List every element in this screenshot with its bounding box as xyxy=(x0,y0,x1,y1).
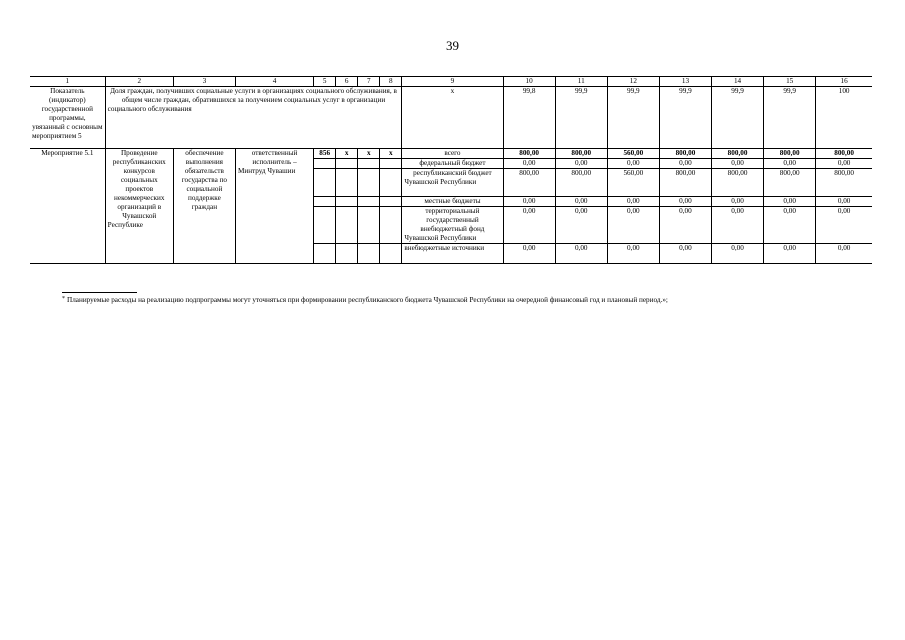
indicator-col9: x xyxy=(402,87,503,149)
column-number: 7 xyxy=(358,77,380,87)
funding-value: 800,00 xyxy=(764,169,816,197)
funding-value: 0,00 xyxy=(607,207,659,244)
funding-value: 0,00 xyxy=(712,159,764,169)
funding-value: 0,00 xyxy=(712,244,764,264)
indicator-text: Доля граждан, получивших социальные услуги в организациях социального обслуживания, в общем числе граждан, обратившихся за получением социальных услуг в организации социального обслуживания xyxy=(105,87,402,149)
budget-code: x xyxy=(336,149,358,159)
indicator-value: 99,9 xyxy=(659,87,711,149)
funding-value: 0,00 xyxy=(607,197,659,207)
page-number: 39 xyxy=(446,38,459,53)
funding-value: 0,00 xyxy=(607,159,659,169)
empty-code-cell xyxy=(380,244,402,264)
empty-code-cell xyxy=(380,159,402,169)
empty-code-cell xyxy=(358,197,380,207)
footnote-mark: * xyxy=(62,296,65,302)
funding-value: 0,00 xyxy=(764,197,816,207)
funding-value: 0,00 xyxy=(607,244,659,264)
column-number: 8 xyxy=(380,77,402,87)
funding-value: 0,00 xyxy=(764,159,816,169)
empty-code-cell xyxy=(314,197,336,207)
indicator-value: 99,9 xyxy=(607,87,659,149)
column-number: 14 xyxy=(712,77,764,87)
measure-executor: ответственный исполнитель – Минтруд Чувашии xyxy=(235,149,313,264)
funding-value: 560,00 xyxy=(607,149,659,159)
column-number: 13 xyxy=(659,77,711,87)
empty-code-cell xyxy=(336,169,358,197)
funding-value: 0,00 xyxy=(816,159,872,169)
empty-code-cell xyxy=(358,159,380,169)
column-number: 1 xyxy=(30,77,105,87)
funding-value: 800,00 xyxy=(764,149,816,159)
budget-code: x xyxy=(380,149,402,159)
funding-value: 800,00 xyxy=(816,149,872,159)
empty-code-cell xyxy=(314,244,336,264)
funding-value: 0,00 xyxy=(712,197,764,207)
empty-code-cell xyxy=(380,169,402,197)
funding-value: 800,00 xyxy=(816,169,872,197)
funding-value: 0,00 xyxy=(816,197,872,207)
funding-value: 0,00 xyxy=(503,244,555,264)
footnote-text: Планируемые расходы на реализацию подпрограммы могут уточняться при формировании республиканского бюджета Чувашской Республики на очередной финансовый год и плановый период.»; xyxy=(67,296,668,304)
measure-name: Мероприятие 5.1 xyxy=(30,149,105,264)
empty-code-cell xyxy=(358,207,380,244)
funding-source: местные бюджеты xyxy=(402,197,503,207)
funding-value: 800,00 xyxy=(659,169,711,197)
funding-value: 0,00 xyxy=(712,207,764,244)
empty-code-cell xyxy=(336,197,358,207)
column-number: 15 xyxy=(764,77,816,87)
funding-value: 0,00 xyxy=(816,207,872,244)
column-number: 6 xyxy=(336,77,358,87)
column-number: 16 xyxy=(816,77,872,87)
funding-source: республиканский бюджет Чувашской Республики xyxy=(402,169,503,197)
funding-source: территориальный государственный внебюджетный фонд Чувашской Республики xyxy=(402,207,503,244)
funding-value: 0,00 xyxy=(659,244,711,264)
funding-value: 560,00 xyxy=(607,169,659,197)
funding-value: 0,00 xyxy=(659,207,711,244)
funding-value: 0,00 xyxy=(764,244,816,264)
indicator-name: Показатель (индикатор) государственной программы, увязанный с основным мероприятием 5 xyxy=(30,87,105,149)
empty-code-cell xyxy=(314,207,336,244)
column-number: 10 xyxy=(503,77,555,87)
measure-task: обеспечение выполнения обязательств государства по социальной поддержке граждан xyxy=(173,149,235,264)
measure-description: Проведение республиканских конкурсов социальных проектов некоммерческих организаций в Чувашской Республике xyxy=(105,149,173,264)
funding-value: 0,00 xyxy=(503,159,555,169)
funding-value: 800,00 xyxy=(503,169,555,197)
indicator-value: 99,8 xyxy=(503,87,555,149)
program-table xyxy=(30,76,872,264)
funding-value: 800,00 xyxy=(555,169,607,197)
funding-source: всего xyxy=(402,149,503,159)
indicator-value: 99,9 xyxy=(712,87,764,149)
column-number: 11 xyxy=(555,77,607,87)
funding-value: 0,00 xyxy=(555,197,607,207)
empty-code-cell xyxy=(336,244,358,264)
funding-value: 800,00 xyxy=(659,149,711,159)
empty-code-cell xyxy=(380,197,402,207)
column-number: 9 xyxy=(402,77,503,87)
footnote xyxy=(62,296,668,304)
budget-code: x xyxy=(358,149,380,159)
column-number: 5 xyxy=(314,77,336,87)
column-number-row xyxy=(30,77,872,87)
funding-value: 800,00 xyxy=(503,149,555,159)
column-number: 3 xyxy=(173,77,235,87)
column-number: 2 xyxy=(105,77,173,87)
indicator-value: 100 xyxy=(816,87,872,149)
empty-code-cell xyxy=(336,159,358,169)
funding-value: 0,00 xyxy=(555,244,607,264)
funding-value: 0,00 xyxy=(659,159,711,169)
empty-code-cell xyxy=(358,169,380,197)
funding-value: 0,00 xyxy=(764,207,816,244)
empty-code-cell xyxy=(314,169,336,197)
indicator-row xyxy=(30,87,872,149)
empty-code-cell xyxy=(358,244,380,264)
funding-value: 0,00 xyxy=(659,197,711,207)
empty-code-cell xyxy=(336,207,358,244)
funding-source: федеральный бюджет xyxy=(402,159,503,169)
funding-value: 0,00 xyxy=(555,207,607,244)
funding-value: 800,00 xyxy=(555,149,607,159)
budget-code: 856 xyxy=(314,149,336,159)
funding-value: 0,00 xyxy=(555,159,607,169)
funding-value: 0,00 xyxy=(503,197,555,207)
indicator-value: 99,9 xyxy=(555,87,607,149)
funding-value: 0,00 xyxy=(503,207,555,244)
footnote-divider xyxy=(62,292,137,293)
indicator-value: 99,9 xyxy=(764,87,816,149)
empty-code-cell xyxy=(314,159,336,169)
column-number: 12 xyxy=(607,77,659,87)
measure-row-total xyxy=(30,149,872,159)
funding-value: 800,00 xyxy=(712,149,764,159)
empty-code-cell xyxy=(380,207,402,244)
funding-value: 800,00 xyxy=(712,169,764,197)
column-number: 4 xyxy=(235,77,313,87)
funding-value: 0,00 xyxy=(816,244,872,264)
funding-source: внебюджетные источники xyxy=(402,244,503,264)
